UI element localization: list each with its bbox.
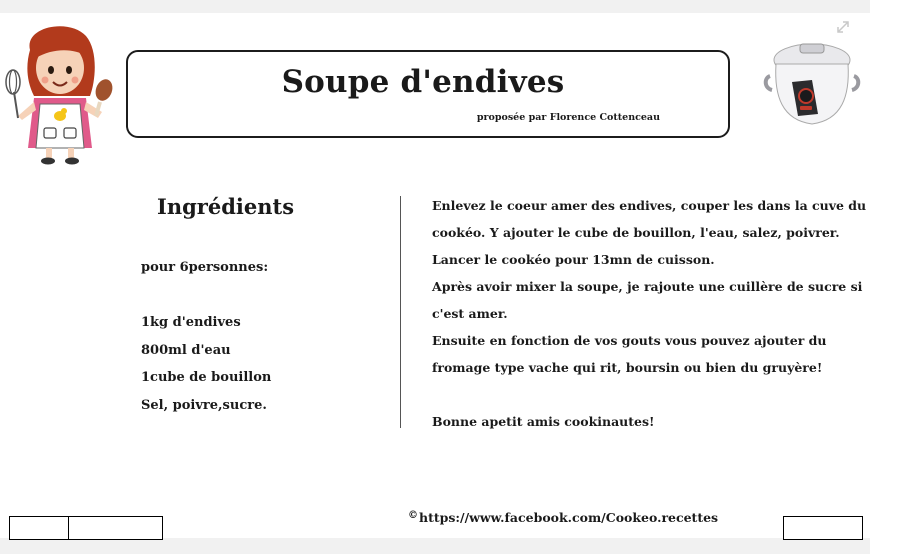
ingredient-item: 800ml d'eau: [141, 342, 231, 358]
instruction-line: Après avoir mixer la soupe, je rajoute une cuillère de sucre si: [432, 279, 863, 294]
expand-icon[interactable]: [834, 18, 852, 36]
instruction-line: fromage type vache qui rit, boursin ou bien du gruyère!: [432, 360, 823, 375]
footer-credit: [408, 510, 718, 525]
ingredients-list: [141, 309, 271, 419]
ingredient-item: Sel, poivre,sucre.: [141, 397, 267, 413]
chef-cartoon: [0, 20, 122, 165]
instruction-line: Enlevez le coeur amer des endives, couper les dans la cuve du: [432, 198, 867, 213]
top-strip: [0, 0, 870, 13]
instruction-line: c'est amer.: [432, 306, 508, 321]
author-credit: proposée par Florence Cottenceau: [476, 112, 660, 123]
bottom-strip: [0, 538, 870, 554]
instruction-line: Lancer le cookéo pour 13mn de cuisson.: [432, 252, 715, 267]
instruction-line: [432, 381, 832, 408]
servings-text: pour 6personnes:: [141, 260, 269, 275]
ingredients-heading: Ingrédients: [157, 194, 295, 219]
instruction-line: cookéo. Y ajouter le cube de bouillon, l'eau, salez, poivrer.: [432, 225, 840, 240]
copyright-symbol: ©: [408, 510, 418, 521]
column-divider: [400, 196, 401, 428]
instruction-line: Ensuite en fonction de vos gouts vous pouvez ajouter du: [432, 333, 827, 348]
prev-control[interactable]: [9, 516, 69, 540]
recipe-title: Soupe d'endives: [281, 64, 565, 100]
ingredient-item: 1cube de bouillon: [141, 370, 272, 385]
next-control[interactable]: [783, 516, 863, 540]
cookeo-cooker: [762, 36, 862, 130]
instructions: [432, 192, 867, 435]
instruction-line: Bonne apetit amis cookinautes!: [432, 414, 655, 429]
ingredient-item: 1kg d'endives: [141, 315, 241, 330]
right-margin: [870, 0, 916, 554]
footer-url[interactable]: https://www.facebook.com/Cookeo.recettes: [419, 510, 719, 525]
title-box: [126, 50, 730, 138]
page-control[interactable]: [68, 516, 163, 540]
